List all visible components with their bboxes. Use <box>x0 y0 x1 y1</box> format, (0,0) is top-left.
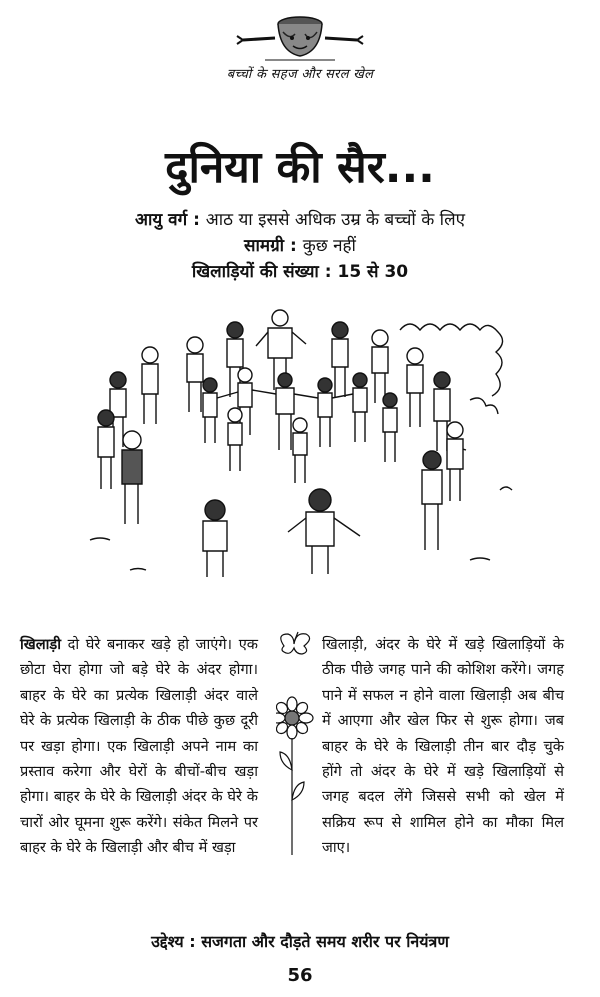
material-label: सामग्री : <box>244 236 297 256</box>
body-column-left <box>20 632 258 861</box>
page-number: 56 <box>287 965 313 986</box>
butterfly-icon <box>281 632 310 654</box>
objective-label: उद्देश्य : <box>151 932 196 951</box>
tree-stump-mascot-icon <box>235 12 365 64</box>
page-title: दुनिया की सैर... <box>165 142 435 193</box>
players-value: 15 से 30 <box>337 262 409 282</box>
flower-icon <box>276 697 313 855</box>
butterfly-flower-decoration <box>276 630 316 870</box>
players-label: खिलाड़ियों की संख्या : <box>191 262 332 282</box>
body-column-right: खिलाड़ी, अंदर के घेरे में खड़े खिलाड़ियों के ठीक पीछे जगह पाने की कोशिश करेंगे। जगह पाने में सफल न होने वाला खिलाड़ी अब बीच में आएगा और खेल फिर से शुरू होगा। जब बाहर के घेरे के खिलाड़ी तीन बार दौड़ चुके होंगे तो अंदर के घेरे में खड़े खिलाड़ियों से जगह बदल लेंगे जिससे सभी को खेल में सक्रिय रूप से शामिल होने का मौका मिल जाए। <box>322 636 564 857</box>
body-lead-word: खिलाड़ी <box>20 636 61 653</box>
age-group-line <box>0 208 600 232</box>
book-title: बच्चों के सहज और सरल खेल <box>226 67 374 82</box>
players-line <box>0 260 600 284</box>
age-label: आयु वर्ग : <box>134 210 200 230</box>
material-line <box>0 234 600 258</box>
age-value: आठ या इससे अधिक उम्र के बच्चों के लिए <box>205 210 466 230</box>
body-left-text: दो घेरे बनाकर खड़े हो जाएंगे। एक छोटा घेरा होगा जो बड़े घेरे के अंदर होगा। बाहर के घेरे का प्रत्येक खिलाड़ी अंदर वाले घेरे के प्रत्येक खिलाड़ी के ठीक पीछे कुछ दूरी पर खड़ा होगा। एक खिलाड़ी अपने नाम का प्रस्ताव करेगा और घेरों के बीचों-बीच खड़ा होगा। बाहर के घेरे के खिलाड़ी अंदर के घेरे के चारों ओर घूमना शुरू करेंगे। संकेत मिलने पर बाहर के घेरे के खिलाड़ी और बीच में खड़ा <box>20 636 258 857</box>
objective-line <box>0 930 600 952</box>
children-playing-in-circles-illustration <box>70 300 540 590</box>
material-value: कुछ नहीं <box>302 236 356 256</box>
objective-value: सजगता और दौड़ते समय शरीर पर नियंत्रण <box>201 932 449 951</box>
